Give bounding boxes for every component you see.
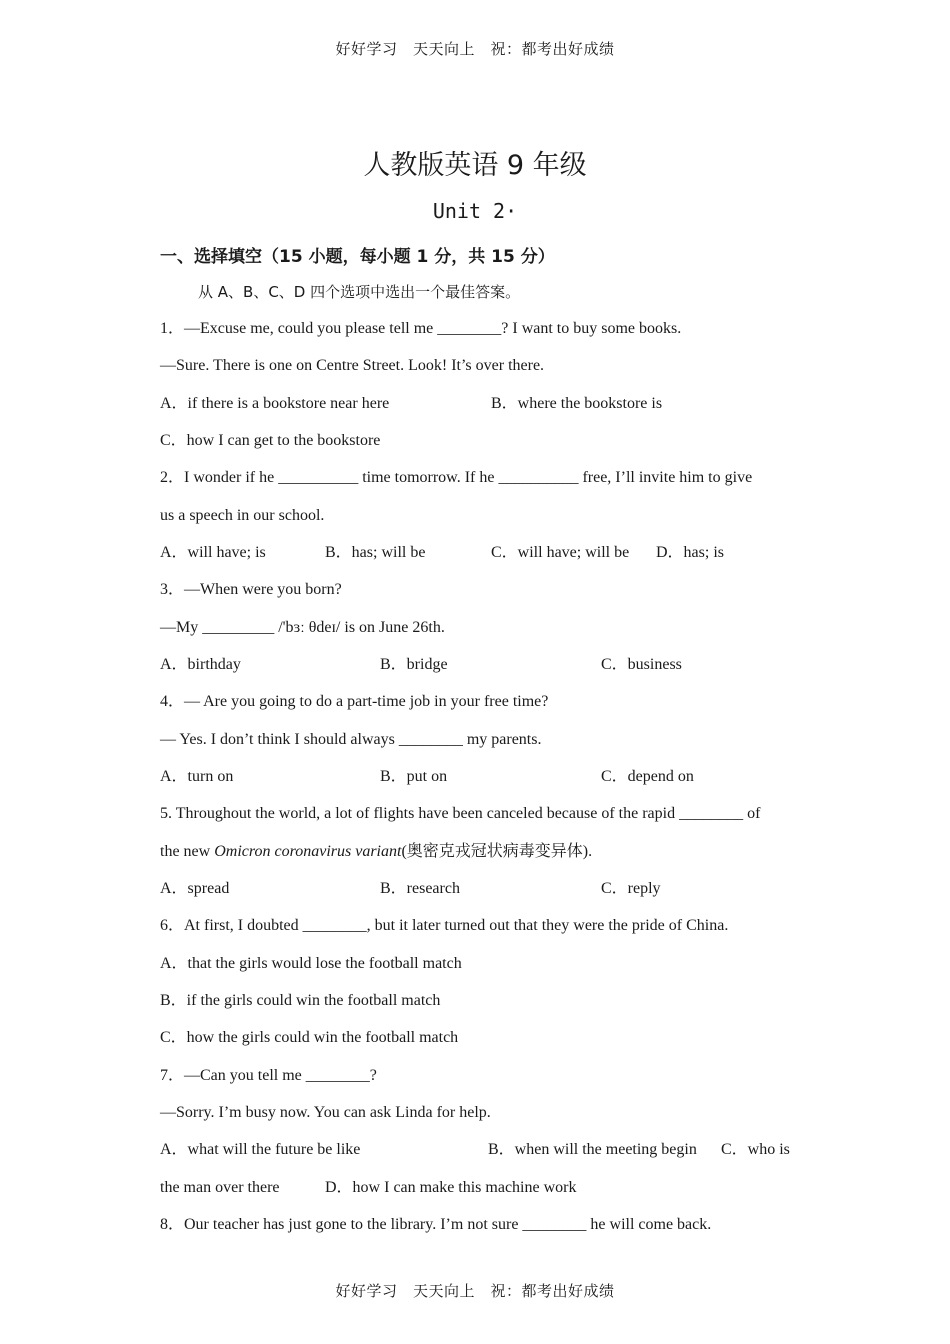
q7-answer-line: —Sorry. I’m busy now. You can ask Linda for help. — [160, 1104, 491, 1121]
page-header: 好好学习 天天向上 祝：都考出好成绩 — [335, 40, 615, 58]
q1-option-c: C．how I can get to the bookstore — [160, 432, 381, 449]
q1-stem: 1．—Excuse me, could you please tell me ________? I want to buy some books. — [160, 320, 682, 337]
q4-answer-line: — Yes. I don’t think I should always ________ my parents. — [160, 731, 542, 748]
q5-option-c: C．reply — [601, 880, 661, 897]
instruction: 从 A、B、C、D 四个选项中选出一个最佳答案。 — [198, 283, 521, 301]
q2-stem-line2: us a speech in our school. — [160, 507, 325, 524]
unit-title: Unit 2· — [432, 199, 518, 223]
q3-option-a: A．birthday — [160, 656, 241, 673]
q3-answer-line: —My _________ /'bɜː θdeɪ/ is on June 26th. — [160, 619, 445, 636]
q7-option-a: A．what will the future be like — [160, 1141, 361, 1158]
q6-stem: 6．At first, I doubted ________, but it later turned out that they were the pride of China. — [160, 917, 729, 934]
q3-option-c: C．business — [601, 656, 682, 673]
q7-stem: 7．—Can you tell me ________? — [160, 1067, 377, 1084]
q7-option-d: D．how I can make this machine work — [325, 1179, 577, 1196]
q6-option-c: C．how the girls could win the football match — [160, 1029, 459, 1046]
q4-option-a: A．turn on — [160, 768, 234, 785]
q2-stem-line1: 2．I wonder if he __________ time tomorrow. If he __________ free, I’ll invite him to give — [160, 469, 753, 486]
q3-option-b: B．bridge — [380, 656, 448, 673]
q2-option-b: B．has; will be — [325, 544, 426, 561]
section-title: 一、选择填空（15 小题，每小题 1 分，共 15 分） — [160, 247, 555, 267]
q4-option-c: C．depend on — [601, 768, 694, 785]
q5-stem-suffix: (奥密克戎冠状病毒变异体). — [401, 843, 593, 860]
q5-option-b: B．research — [380, 880, 460, 897]
q2-option-a: A．will have; is — [160, 544, 266, 561]
q5-stem-line2 — [160, 841, 592, 863]
q1-option-a: A．if there is a bookstore near here — [160, 395, 390, 412]
page-footer: 好好学习 天天向上 祝：都考出好成绩 — [335, 1282, 615, 1300]
q8-stem: 8．Our teacher has just gone to the library. I’m not sure ________ he will come back. — [160, 1216, 712, 1233]
q5-stem-italic: Omicron coronavirus variant — [214, 843, 402, 860]
q7-option-c-cont: the man over there — [160, 1179, 280, 1196]
q2-option-c: C．will have; will be — [491, 544, 630, 561]
page-title: 人教版英语 9 年级 — [363, 150, 587, 181]
q4-option-b: B．put on — [380, 768, 448, 785]
q1-answer-line: —Sure. There is one on Centre Street. Look! It’s over there. — [160, 357, 545, 374]
q6-option-a: A．that the girls would lose the football match — [160, 955, 462, 972]
q3-stem: 3．—When were you born? — [160, 581, 342, 598]
q1-option-b: B．where the bookstore is — [491, 395, 663, 412]
q2-option-d: D．has; is — [656, 544, 725, 561]
q7-option-c: C．who is — [721, 1141, 790, 1158]
q7-option-b: B．when will the meeting begin — [488, 1141, 697, 1158]
q5-option-a: A．spread — [160, 880, 230, 897]
q4-stem: 4．— Are you going to do a part-time job in your free time? — [160, 693, 549, 710]
q5-stem-line1: 5. Throughout the world, a lot of flights have been canceled because of the rapid ________ of — [160, 805, 761, 822]
q5-stem-prefix: the new — [160, 843, 215, 860]
q6-option-b: B．if the girls could win the football match — [160, 992, 441, 1009]
